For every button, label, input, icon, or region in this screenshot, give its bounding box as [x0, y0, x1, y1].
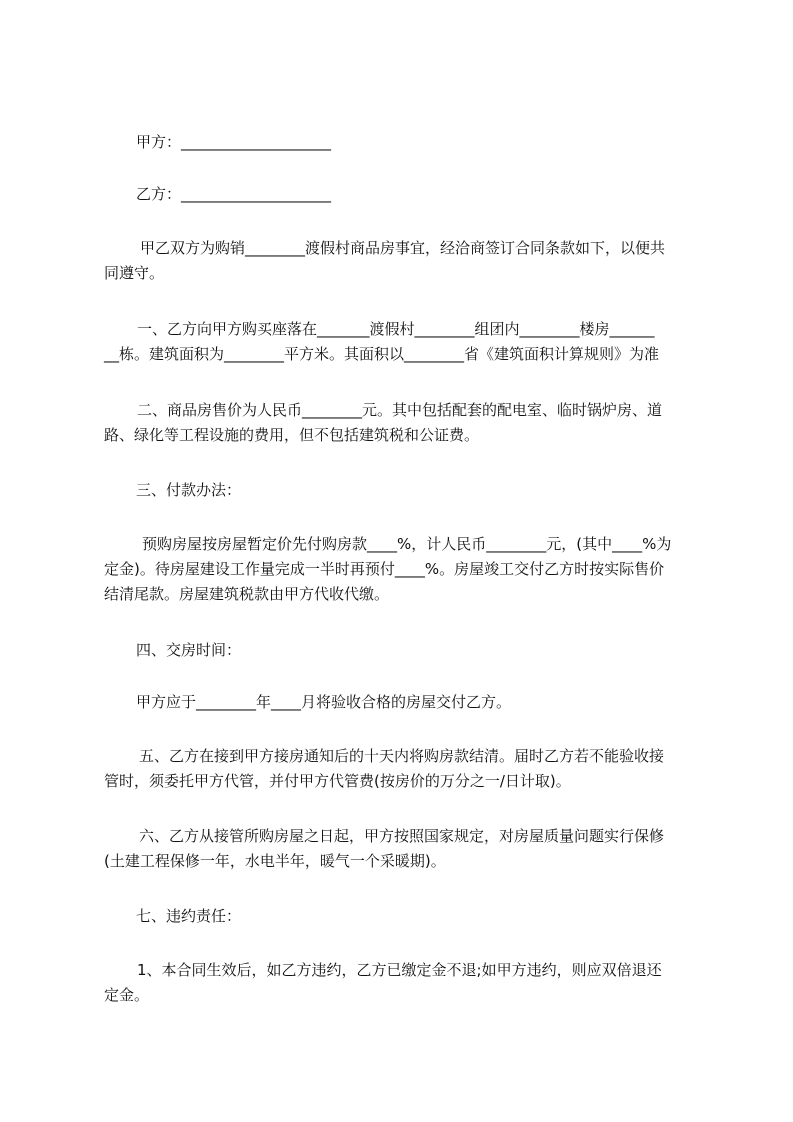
- party-a-line: 甲方：____________________: [136, 133, 332, 151]
- clause-5-line-2: 管时，须委托甲方代管，并付甲方代管费(按房价的万分之一/日计取)。: [104, 772, 571, 790]
- clause-6-line-2: (土建工程保修一年，水电半年，暖气一个采暖期)。: [104, 852, 446, 870]
- breach-item-1-line-2: 定金。: [104, 986, 150, 1004]
- payment-paragraph-line-3: 结清尾款。房屋建筑税款由甲方代收代缴。: [104, 585, 390, 603]
- payment-paragraph-line-2: 定金)。待房屋建设工作量完成一半时再预付____%。房屋竣工交付乙方时按实际售价: [104, 560, 665, 578]
- clause-1-line-2: __栋。建筑面积为________平方米。其面积以________省《建筑面积计算规则》为准: [104, 345, 660, 363]
- clause-2-line-2: 路、绿化等工程设施的费用，但不包括建筑税和公证费。: [104, 426, 480, 444]
- clause-1-line-1: 一、乙方向甲方购买座落在_______渡假村________组团内________楼房______: [137, 320, 655, 338]
- clause-6-line-1: 六、乙方从接管所购房屋之日起，甲方按照国家规定，对房屋质量问题实行保修: [139, 827, 665, 845]
- clause-7-heading: 七、违约责任：: [136, 907, 242, 925]
- clause-4-heading: 四、交房时间：: [136, 641, 242, 659]
- clause-5-line-1: 五、乙方在接到甲方接房通知后的十天内将购房款结清。届时乙方若不能验收接: [139, 747, 665, 765]
- clause-3-heading: 三、付款办法：: [136, 481, 242, 499]
- clause-2-line-1: 二、商品房售价为人民币________元。其中包括配套的配电室、临时锅炉房、道: [137, 401, 663, 419]
- intro-paragraph-line-1: 甲乙双方为购销________渡假村商品房事宜，经洽商签订合同条款如下，以便共: [140, 239, 666, 257]
- delivery-time-line: 甲方应于________年____月将验收合格的房屋交付乙方。: [136, 693, 512, 711]
- intro-paragraph-line-2: 同遵守。: [104, 264, 165, 282]
- breach-item-1-line-1: 1、本合同生效后，如乙方违约，乙方已缴定金不退;如甲方违约，则应双倍退还: [137, 961, 662, 979]
- payment-paragraph-line-1: 预购房屋按房屋暂定价先付购房款____%，计人民币________元，(其中____%为: [142, 535, 672, 553]
- party-b-line: 乙方：____________________: [136, 185, 332, 203]
